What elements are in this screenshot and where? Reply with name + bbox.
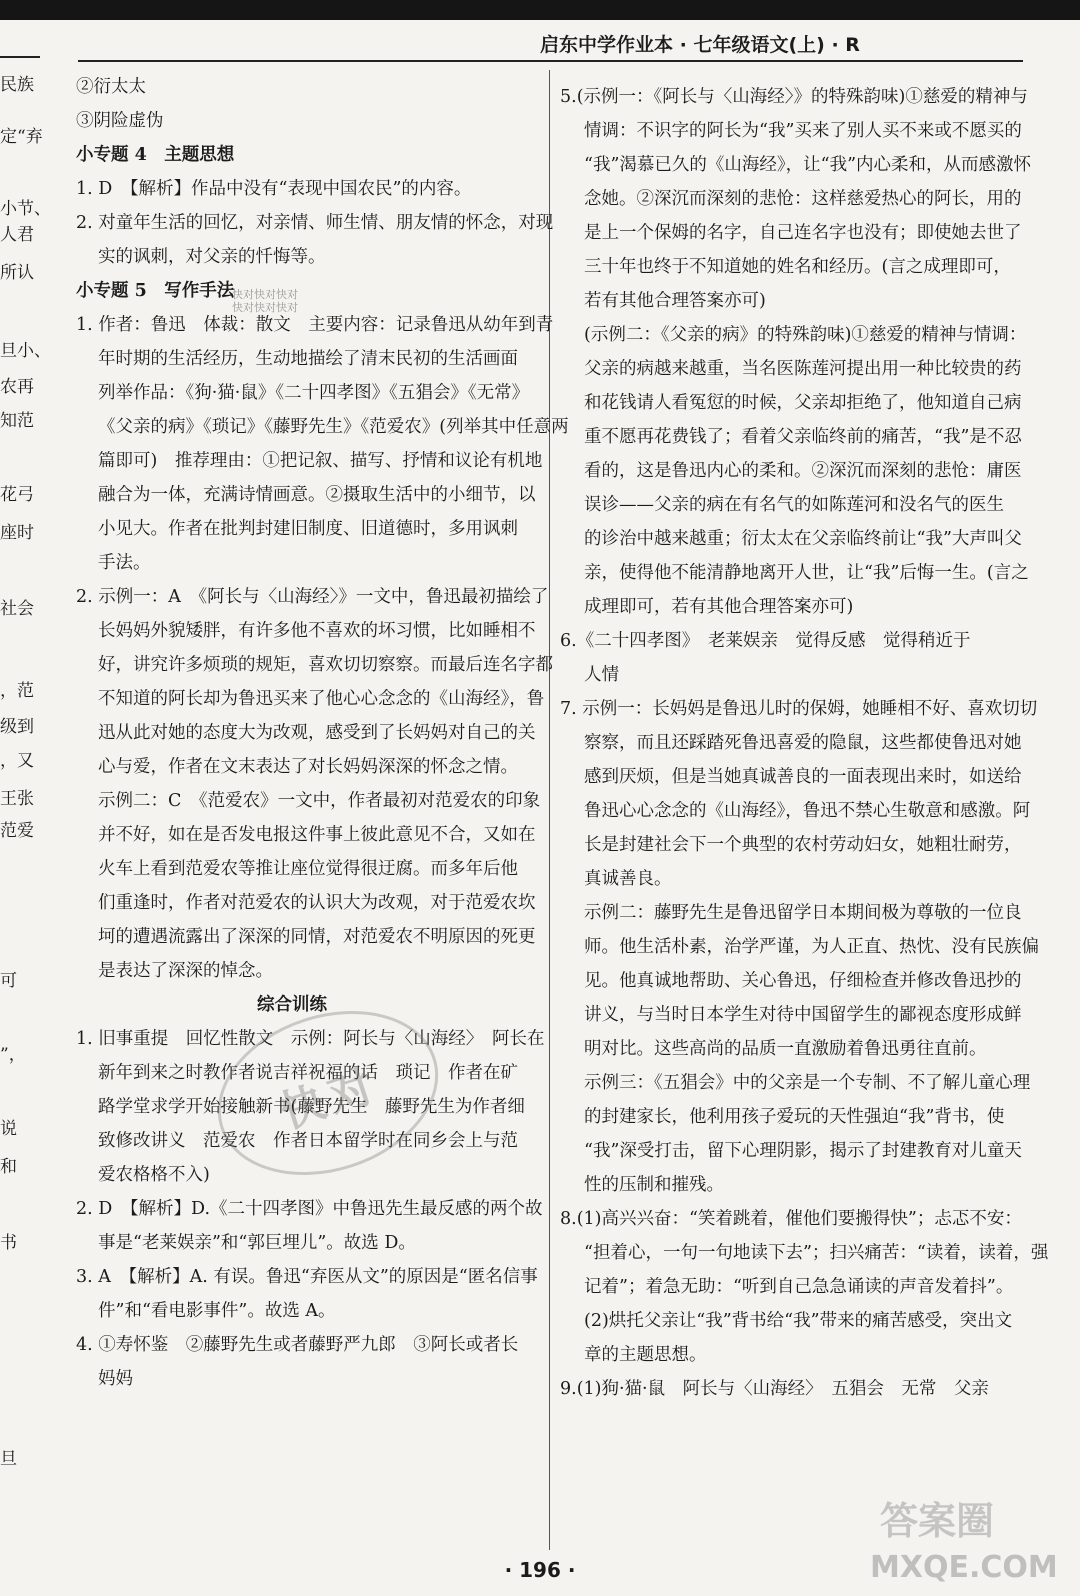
text-line: 讲义，与当时日本学生对待中国留学生的鄙视态度形成鲜 — [584, 1005, 1022, 1025]
text-line: 致修改讲义 范爱农 作者日本留学时在同乡会上与范 — [98, 1131, 518, 1151]
column-divider — [549, 70, 550, 1550]
top-dark-edge — [0, 0, 1080, 20]
text-line: 事是“老莱娱亲”和“郭巨埋儿”。故选 D。 — [98, 1233, 416, 1253]
text-line: 心与爱，作者在文末表达了对长妈妈深深的怀念之情。 — [98, 757, 518, 777]
margin-fragment: 人君 — [0, 225, 34, 245]
text-line: 小专题 4 主题思想 — [76, 145, 235, 165]
watermark-logo: 答案圈 — [880, 1498, 995, 1543]
margin-fragment: 范爱 — [0, 821, 34, 841]
text-line: 件”和“看电影事件”。故选 A。 — [98, 1301, 336, 1321]
text-line: 示例二：C 《范爱农》一文中，作者最初对范爱农的印象 — [98, 791, 541, 811]
text-line: “担着心，一句一句地读下去”；扫兴痛苦：“读着，读着，强 — [584, 1243, 1049, 1263]
text-line: 和花钱请人看冤愆的时候，父亲却拒绝了，他知道自己病 — [584, 393, 1022, 413]
text-line: 5.(示例一：《阿长与〈山海经〉》的特殊韵味)①慈爱的精神与 — [560, 87, 1028, 107]
watermark-stamp-text: 快对 — [274, 1059, 386, 1139]
margin-fragment: 小节、 — [0, 199, 51, 219]
text-line: 4. ①寿怀鉴 ②藤野先生或者藤野严九郎 ③阿长或者长 — [76, 1335, 519, 1355]
text-line: 2. D 【解析】D.《二十四孝图》中鲁迅先生最反感的两个故 — [76, 1199, 543, 1219]
text-line: 融合为一体，充满诗情画意。②摄取生活中的小细节，以 — [98, 485, 536, 505]
margin-fragment: 定“弃 — [0, 127, 43, 147]
text-line: 成理即可，若有其他合理答案亦可) — [584, 597, 854, 617]
margin-fragment: ”， — [0, 1045, 26, 1065]
text-line: ②衍太太 — [76, 77, 146, 97]
text-line: 念她。②深沉而深刻的悲怆：这样慈爱热心的阿长，用的 — [584, 189, 1022, 209]
text-line: 亲，使得他不能清静地离开人世，让“我”后悔一生。(言之 — [584, 563, 1029, 583]
margin-fragment: 书 — [0, 1233, 17, 1253]
text-line: 记着”；着急无助：“听到自己急急诵读的声音发着抖”。 — [584, 1277, 1014, 1297]
text-line: 不知道的阿长却为鲁迅买来了他心心念念的《山海经》，鲁 — [98, 689, 545, 709]
text-line: 鲁迅心心念念的《山海经》，鲁迅不禁心生敬意和感激。阿 — [584, 801, 1031, 821]
running-head: 启东中学作业本 · 七年级语文(上) · R — [540, 34, 860, 56]
text-line: 性的压制和摧残。 — [584, 1175, 724, 1195]
text-line: 是上一个保姆的名字，自己连名字也没有；即使她去世了 — [584, 223, 1022, 243]
margin-fragment: ，又 — [0, 751, 34, 771]
text-line: 的诊治中越来越重；衍太太在父亲临终前让“我”大声叫父 — [584, 529, 1022, 549]
margin-fragment: 民族 — [0, 75, 34, 95]
text-line: 篇即可) 推荐理由：①把记叙、描写、抒情和议论有机地 — [98, 451, 543, 471]
watermark-url: MXQE.COM — [870, 1550, 1058, 1585]
text-line: 并不好，如在是否发电报这件事上彼此意见不合，又如在 — [98, 825, 536, 845]
margin-fragment: 旦 — [0, 1449, 17, 1469]
watermark-small: 快对快对快对 快对快对快对 — [232, 288, 298, 314]
text-line: 情调：不识字的阿长为“我”买来了别人买不来或不愿买的 — [584, 121, 1022, 141]
text-line: 见。他真诚地帮助、关心鲁迅，仔细检查并修改鲁迅抄的 — [584, 971, 1022, 991]
text-line: 长妈妈外貌矮胖，有许多他不喜欢的坏习惯，比如睡相不 — [98, 621, 536, 641]
text-line: 7. 示例一：长妈妈是鲁迅儿时的保姆，她睡相不好、喜欢切切 — [560, 699, 1038, 719]
text-line: 迅从此对她的态度大为改观，感受到了长妈妈对自己的关 — [98, 723, 536, 743]
text-line: 路学堂求学开始接触新书(藤野先生 藤野先生为作者细 — [98, 1097, 525, 1117]
text-line: 小专题 5 写作手法 — [76, 281, 235, 301]
text-line: 年时期的生活经历，生动地描绘了清末民初的生活画面 — [98, 349, 518, 369]
text-line: 实的讽刺，对父亲的忏悔等。 — [98, 247, 326, 267]
header-rule — [78, 60, 1023, 62]
text-line: 长是封建社会下一个典型的农村劳动妇女，她粗壮耐劳， — [584, 835, 1022, 855]
text-line: “我”渴慕已久的《山海经》，让“我”内心柔和，从而感激怀 — [584, 155, 1032, 175]
text-line: 小见大。作者在批判封建旧制度、旧道德时，多用讽刺 — [98, 519, 518, 539]
header-rule-left — [0, 56, 40, 58]
text-line: 9.(1)狗·猫·鼠 阿长与〈山海经〉 五猖会 无常 父亲 — [560, 1379, 989, 1399]
text-line: 6.《二十四孝图》 老莱娱亲 觉得反感 觉得稍近于 — [560, 631, 971, 651]
margin-fragment: 和 — [0, 1157, 17, 1177]
text-line: 人情 — [584, 665, 619, 685]
text-line: 真诚善良。 — [584, 869, 672, 889]
text-line: 章的主题思想。 — [584, 1345, 707, 1365]
text-line: 重不愿再花费钱了；看着父亲临终前的痛苦，“我”是不忍 — [584, 427, 1022, 447]
text-line: 3. A 【解析】A. 有误。鲁迅“弃医从文”的原因是“匿名信事 — [76, 1267, 538, 1287]
page-number: · 196 · — [504, 1558, 576, 1582]
text-line: 1. 旧事重提 回忆性散文 示例：阿长与〈山海经〉 阿长在 — [76, 1029, 545, 1049]
text-line: (2)烘托父亲让“我”背书给“我”带来的痛苦感受，突出文 — [584, 1311, 1013, 1331]
margin-fragment: 旦小、 — [0, 341, 51, 361]
text-line: 爱农格格不入) — [98, 1165, 210, 1185]
left-column — [52, 70, 569, 1396]
text-line: 妈妈 — [98, 1369, 133, 1389]
text-line: 感到厌烦，但是当她真诚善良的一面表现出来时，如送给 — [584, 767, 1022, 787]
text-line: 1. D 【解析】作品中没有“表现中国农民”的内容。 — [76, 179, 472, 199]
text-line: 父亲的病越来越重，当名医陈莲河提出用一种比较贵的药 — [584, 359, 1022, 379]
text-line: 看的，这是鲁迅内心的柔和。②深沉而深刻的悲怆：庸医 — [584, 461, 1022, 481]
margin-fragment: 说 — [0, 1119, 17, 1139]
text-line: 的封建家长，他利用孩子爱玩的天性强迫“我”背书，使 — [584, 1107, 1005, 1127]
text-line: 火车上看到范爱农等推让座位觉得很迂腐。而多年后他 — [98, 859, 518, 879]
text-line: 们重逢时，作者对范爱农的认识大为改观，对于范爱农坎 — [98, 893, 536, 913]
text-line: 8.(1)高兴兴奋：“笑着跳着，催他们要搬得快”；忐忑不安： — [560, 1209, 1022, 1229]
text-line: 好，讲究许多烦琐的规矩，喜欢切切察察。而最后连名字都 — [98, 655, 553, 675]
margin-fragment: ，范 — [0, 681, 34, 701]
text-line: 察察，而且还踩踏死鲁迅喜爱的隐鼠，这些都使鲁迅对她 — [584, 733, 1022, 753]
margin-fragment: 座时 — [0, 523, 34, 543]
margin-fragment: 知范 — [0, 411, 34, 431]
text-line: 若有其他合理答案亦可) — [584, 291, 766, 311]
text-line: 师。他生活朴素，治学严谨，为人正直、热忱、没有民族偏 — [584, 937, 1039, 957]
text-line: 三十年也终于不知道她的姓名和经历。(言之成理即可， — [584, 257, 1011, 277]
text-line: 新年到来之时教作者说吉祥祝福的话 琐记 作者在矿 — [98, 1063, 518, 1083]
margin-fragment: 王张 — [0, 789, 34, 809]
margin-fragment: 花弓 — [0, 485, 34, 505]
text-line: 列举作品：《狗·猫·鼠》《二十四孝图》《五猖会》《无常》 — [98, 383, 530, 403]
text-line: 示例二：藤野先生是鲁迅留学日本期间极为尊敬的一位良 — [584, 903, 1022, 923]
text-line: (示例二：《父亲的病》的特殊韵味)①慈爱的精神与情调： — [584, 325, 1027, 345]
text-line: 手法。 — [98, 553, 151, 573]
text-line: 1. 作者：鲁迅 体裁：散文 主要内容：记录鲁迅从幼年到青 — [76, 315, 554, 335]
margin-fragment: 级到 — [0, 717, 34, 737]
margin-fragment: 农再 — [0, 377, 34, 397]
text-line: 坷的遭遇流露出了深深的同情，对范爱农不明原因的死更 — [98, 927, 536, 947]
right-column — [560, 80, 1049, 1406]
text-line: 误诊——父亲的病在有名气的如陈莲河和没名气的医生 — [584, 495, 1004, 515]
text-line: 明对比。这些高尚的品质一直激励着鲁迅勇往直前。 — [584, 1039, 987, 1059]
text-line: 示例三：《五猖会》中的父亲是一个专制、不了解儿童心理 — [584, 1073, 1031, 1093]
margin-fragment: 所认 — [0, 263, 34, 283]
text-line: 《父亲的病》《琐记》《藤野先生》《范爱农》(列举其中任意两 — [98, 417, 569, 437]
text-line: “我”深受打击，留下心理阴影，揭示了封建教育对儿童天 — [584, 1141, 1022, 1161]
margin-fragment: 社会 — [0, 599, 34, 619]
text-line: ③阴险虚伪 — [76, 111, 164, 131]
text-line: 综合训练 — [257, 995, 327, 1015]
text-line: 2. 对童年生活的回忆，对亲情、师生情、朋友情的怀念，对现 — [76, 213, 554, 233]
margin-fragment: 可 — [0, 971, 17, 991]
text-line: 是表达了深深的悼念。 — [98, 961, 273, 981]
text-line: 2. 示例一：A 《阿长与〈山海经〉》一文中，鲁迅最初描绘了 — [76, 587, 549, 607]
